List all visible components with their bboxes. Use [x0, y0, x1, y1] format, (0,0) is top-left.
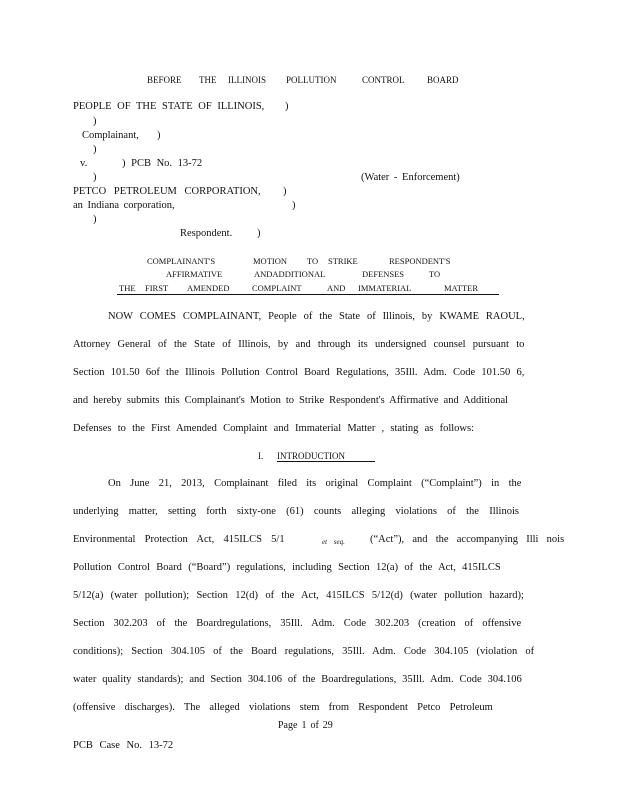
para1-line: NOW COMES COMPLAINANT, People of the State of Illinois, by KWAME RAOUL,	[108, 311, 525, 322]
title-word: COMPLAINANT'S	[147, 256, 216, 266]
title-word: AMENDED	[187, 283, 230, 293]
title-word: AFFIRMATIVE	[166, 269, 223, 279]
caption-paren: )	[93, 144, 97, 155]
para1-line: Attorney General of the State of Illinois, by and through its undersigned counsel pursuant to	[73, 339, 525, 350]
title-word: COMPLAINT	[252, 283, 302, 293]
header-board: BOARD	[427, 75, 459, 85]
para2-line: Pollution Control Board (“Board”) regulations, including Section 12(a) of the Act, 415ILCS	[73, 562, 501, 573]
section-number: I.	[258, 451, 264, 461]
footer-case-number: PCB Case No. 13-72	[73, 740, 174, 751]
para2-line: On June 21, 2013, Complainant filed its original Complaint (“Complaint”) in the	[108, 478, 522, 489]
header-illinois: ILLINOIS	[228, 75, 266, 85]
para2-line: water quality standards); and Section 304.106 of the Boardregulations, 35Ill. Adm. Code 304.106	[73, 674, 522, 685]
caption-paren: )	[257, 228, 261, 239]
title-word: RESPONDENT'S	[389, 256, 451, 266]
page-number: Page 1 of 29	[278, 720, 333, 731]
caption-pcb-number: ) PCB No. 13-72	[122, 158, 203, 169]
caption-paren: )	[283, 186, 287, 197]
caption-paren: )	[93, 116, 97, 127]
header-before: BEFORE	[147, 75, 182, 85]
section-title-underline	[277, 461, 375, 462]
header-the: THE	[199, 75, 217, 85]
caption-water-enforcement: (Water - Enforcement)	[361, 172, 460, 183]
para2-line: Environmental Protection Act, 415ILCS 5/1	[73, 534, 285, 545]
para2-et-seq: et seq.	[322, 538, 345, 546]
title-word: MOTION	[253, 256, 287, 266]
para2-line: 5/12(a) (water pollution); Section 12(d) of the Act, 415ILCS 5/12(d) (water pollution hazard);	[73, 590, 524, 601]
caption-paren: )	[292, 200, 296, 211]
caption-respondent-name: PETCO PETROLEUM CORPORATION,	[73, 186, 261, 197]
para2-line: Section 302.203 of the Boardregulations, 35Ill. Adm. Code 302.203 (creation of offensive	[73, 618, 522, 629]
title-word: TO	[307, 256, 319, 266]
caption-paren: )	[285, 101, 289, 112]
header-control: CONTROL	[362, 75, 405, 85]
para1-line: Defenses to the First Amended Complaint and Immaterial Matter , stating as follows:	[73, 423, 475, 434]
header-pollution: POLLUTION	[286, 75, 337, 85]
caption-paren: )	[93, 214, 97, 225]
caption-indiana-corp: an Indiana corporation,	[73, 200, 175, 211]
section-title: INTRODUCTION	[277, 451, 345, 461]
para1-line: and hereby submits this Complainant's Motion to Strike Respondent's Affirmative and Additional	[73, 395, 509, 406]
para2-line: (offensive discharges). The alleged violations stem from Respondent Petco Petroleum	[73, 702, 493, 713]
caption-paren: )	[93, 172, 97, 183]
caption-versus: v.	[80, 158, 88, 169]
caption-complainant: Complainant,	[82, 130, 139, 141]
title-word: FIRST	[145, 283, 169, 293]
para2-line: (“Act”), and the accompanying Illi nois	[370, 534, 565, 545]
para1-line: Section 101.50 6of the Illinois Pollution Control Board Regulations, 35Ill. Adm. Code 101.50 6,	[73, 367, 525, 378]
caption-respondent: Respondent.	[180, 228, 233, 239]
para2-line: conditions); Section 304.105 of the Board regulations, 35Ill. Adm. Code 304.105 (violation of	[73, 646, 535, 657]
title-word: DEFENSES	[362, 269, 405, 279]
title-word: MATTER	[444, 283, 478, 293]
title-word: STRIKE	[328, 256, 358, 266]
title-underline	[117, 294, 499, 295]
title-word: IMMATERIAL	[358, 283, 412, 293]
caption-people: PEOPLE OF THE STATE OF ILLINOIS,	[73, 101, 265, 112]
para2-line: underlying matter, setting forth sixty-one (61) counts alleging violations of the Illinois	[73, 506, 519, 517]
title-word: THE	[119, 283, 136, 293]
title-word: ANDADDITIONAL	[254, 269, 326, 279]
title-word: AND	[327, 283, 346, 293]
title-word: TO	[429, 269, 441, 279]
caption-paren: )	[157, 130, 161, 141]
